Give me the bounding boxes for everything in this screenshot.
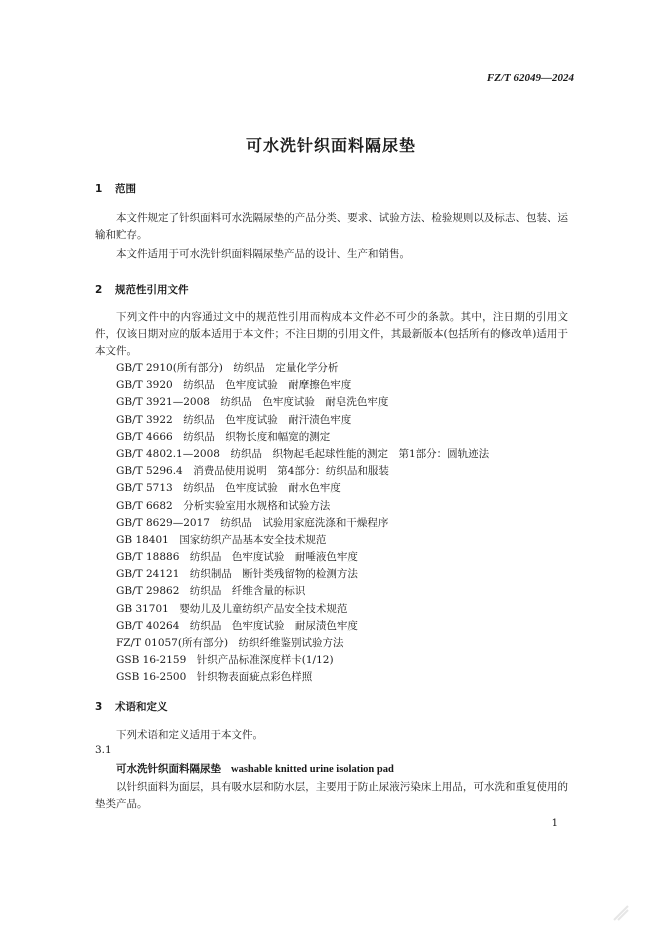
corner-watermark-icon [610,902,632,924]
section-3-heading [95,699,168,714]
normative-references-list [116,360,489,687]
reference-item: GB/T 6682 分析实验室用水规格和试验方法 [116,499,331,512]
reference-item: GB/T 40264 纺织品 色牢度试验 耐尿渍色牢度 [116,619,358,632]
term-definition: 以针织面料为面层，具有吸水层和防水层，主要用于防止尿液污染床上用品，可水洗和重复使用的垫类产品。 [95,781,568,810]
reference-item: GB/T 2910(所有部分) 纺织品 定量化学分析 [116,362,339,374]
reference-item: GB/T 8629—2017 纺织品 试验用家庭洗涤和干燥程序 [116,516,389,529]
reference-item: GSB 16-2159 针织产品标准深度样卡(1/12) [116,654,334,667]
section-number: 3 [95,701,103,713]
section-2-heading [95,282,189,297]
reference-item: GB/T 18886 纺织品 色牢度试验 耐唾液色牢度 [116,551,358,564]
term-number: 3.1 [95,744,112,756]
reference-item: GB/T 5296.4 消费品使用说明 第4部分：纺织品和服装 [116,465,389,478]
reference-item: GB/T 3921—2008 纺织品 色牢度试验 耐皂洗色牢度 [116,396,389,409]
section-1-heading [95,181,136,196]
reference-item: GB/T 4666 纺织品 织物长度和幅宽的测定 [116,430,331,443]
scope-paragraph-2: 本文件适用于可水洗针织面料隔尿垫产品的设计、生产和销售。 [116,248,410,260]
reference-item: GB/T 5713 纺织品 色牢度试验 耐水色牢度 [116,482,341,495]
references-intro-paragraph: 下列文件中的内容通过文中的规范性引用而构成本文件必不可少的条款。其中，注日期的引用文件，仅该日期对应的版本适用于本文件；不注日期的引用文件，其最新版本(包括所有的修改单)适用于本文件。 [95,311,568,357]
section-number: 2 [95,284,103,296]
standard-code: FZ/T 62049—2024 [486,72,574,84]
terms-intro-paragraph: 下列术语和定义适用于本文件。 [116,729,263,741]
reference-item: GB 31701 婴幼儿及儿童纺织产品安全技术规范 [116,602,348,615]
reference-item: GB/T 24121 纺织制品 断针类残留物的检测方法 [116,568,358,581]
page-number: 1 [551,818,558,829]
reference-item: GSB 16-2500 针织物表面疵点彩色样照 [116,671,313,684]
scope-paragraph-1: 本文件规定了针织面料可水洗隔尿垫的产品分类、要求、试验方法、检验规则以及标志、包装、运输和贮存。 [95,212,568,241]
term-english: washable knitted urine isolation pad [231,764,394,775]
reference-item: FZ/T 01057(所有部分) 纺织纤维鉴别试验方法 [116,637,344,649]
reference-item: GB/T 29862 纺织品 纤维含量的标识 [116,585,306,598]
section-number: 1 [95,183,103,195]
section-title: 规范性引用文件 [115,284,189,296]
term-heading [116,761,394,776]
term-chinese: 可水洗针织面料隔尿垫 [116,763,221,775]
reference-item: GB/T 3922 纺织品 色牢度试验 耐汗渍色牢度 [116,413,352,426]
reference-item: GB/T 3920 纺织品 色牢度试验 耐摩擦色牢度 [116,379,352,392]
section-title: 范围 [115,183,136,195]
reference-item: GB/T 4802.1—2008 纺织品 织物起毛起球性能的测定 第1部分：圆轨迹法 [116,447,490,460]
document-title: 可水洗针织面料隔尿垫 [245,136,416,155]
section-title: 术语和定义 [115,701,168,713]
reference-item: GB 18401 国家纺织产品基本安全技术规范 [116,533,327,546]
